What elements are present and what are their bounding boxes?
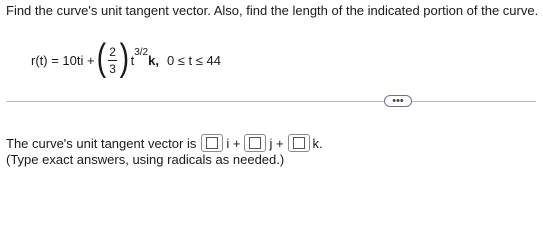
answer-input-i[interactable] — [201, 134, 223, 152]
unit-i: i + — [226, 135, 241, 151]
divider — [6, 101, 536, 102]
fraction-numerator: 2 — [109, 44, 116, 59]
unit-j: j + — [269, 135, 284, 151]
instruction-note: (Type exact answers, using radicals as needed.) — [6, 152, 285, 167]
answer-input-k[interactable] — [288, 134, 310, 152]
curve-equation — [31, 38, 221, 82]
fraction — [108, 46, 117, 75]
input-placeholder-icon — [249, 137, 261, 149]
fraction-denominator: 3 — [109, 61, 116, 76]
unit-k: k, — [148, 52, 159, 68]
unit-k-answer: k. — [312, 135, 323, 151]
left-paren: ( — [96, 37, 106, 79]
right-paren: ) — [119, 37, 129, 79]
domain: 0 ≤ t ≤ 44 — [166, 52, 221, 68]
answer-prefix: The curve's unit tangent vector is — [6, 135, 197, 151]
exponent: 3/2 — [134, 46, 149, 58]
input-placeholder-icon — [293, 137, 305, 149]
equation-lhs: r(t) = 10ti + — [31, 52, 95, 68]
answer-input-j[interactable] — [244, 134, 266, 152]
variable-t: t — [130, 52, 135, 68]
question-prompt: Find the curve's unit tangent vector. Also, find the length of the indicated portion of the curve. — [6, 3, 539, 18]
input-placeholder-icon — [206, 137, 218, 149]
more-button[interactable]: ••• — [384, 95, 412, 107]
answer-row — [6, 134, 323, 152]
